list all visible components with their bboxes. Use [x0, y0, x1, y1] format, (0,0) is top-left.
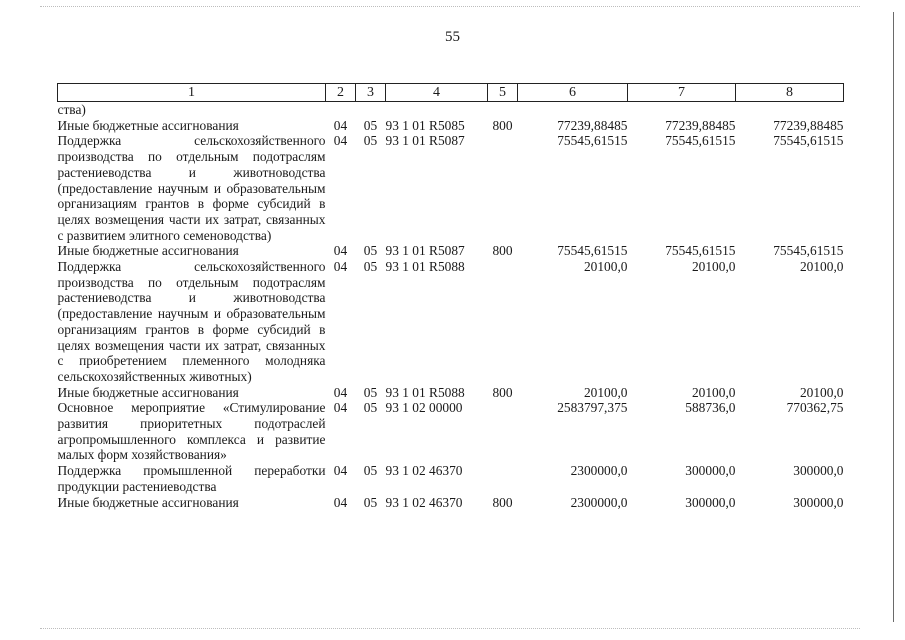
amount-col7: 75545,61515 [665, 243, 736, 259]
scan-border-right [893, 12, 894, 622]
subsection-code: 05 [363, 133, 378, 149]
amount-col7: 20100,0 [691, 384, 736, 400]
row-name: Иные бюджетные ассигнования [57, 243, 239, 259]
amount-col8: 20100,0 [799, 384, 844, 400]
table-row [58, 400, 844, 463]
table-row [58, 259, 844, 385]
subsection-code: 05 [363, 243, 378, 259]
target-article-code [386, 102, 488, 118]
amount-col7: 77239,88485 [665, 117, 736, 133]
expense-type-code [488, 102, 518, 118]
amount-col8: 75545,61515 [773, 243, 844, 259]
row-name: Поддержка промышленной переработки продукции растениеводства [57, 463, 326, 494]
amount-col8: 77239,88485 [773, 117, 844, 133]
section-code: 04 [333, 384, 348, 400]
scan-border-bottom [40, 628, 860, 630]
amount-col8: 300000,0 [793, 463, 844, 479]
expense-type-code [488, 259, 518, 385]
row-name: Основное мероприятие «Стимулирование развития приоритетных подотраслей агропромышленного комплекса и развитие малых форм хозяйствования» [57, 400, 326, 463]
table-header-row [58, 84, 844, 102]
amount-col7: 300000,0 [685, 463, 736, 479]
amount-col6: 75545,61515 [557, 133, 628, 149]
amount-col6: 2583797,375 [557, 400, 628, 416]
amount-col6: 2300000,0 [570, 463, 628, 479]
section-code: 04 [333, 259, 348, 275]
amount-col7 [628, 102, 736, 118]
page-number: 55 [445, 29, 460, 45]
column-header: 7 [628, 84, 736, 102]
amount-col7: 75545,61515 [665, 133, 736, 149]
row-name: Иные бюджетные ассигнования [57, 117, 239, 133]
column-header: 2 [326, 84, 356, 102]
table-row [58, 133, 844, 243]
expense-type-code: 800 [492, 243, 513, 259]
subsection-code: 05 [363, 494, 378, 510]
amount-col8: 75545,61515 [773, 133, 844, 149]
table-row [58, 385, 844, 401]
amount-col7: 20100,0 [691, 259, 736, 275]
target-article-code: 93 1 01 R5087 [385, 133, 465, 149]
amount-col7: 300000,0 [685, 494, 736, 510]
column-header: 4 [386, 84, 488, 102]
expense-type-code [488, 133, 518, 243]
target-article-code: 93 1 02 00000 [385, 400, 463, 416]
expense-type-code: 800 [492, 117, 513, 133]
amount-col8: 300000,0 [793, 494, 844, 510]
subsection-code: 05 [363, 400, 378, 416]
subsection-code [356, 102, 386, 118]
target-article-code: 93 1 01 R5085 [385, 117, 465, 133]
amount-col8: 770362,75 [786, 400, 844, 416]
amount-col6: 77239,88485 [557, 117, 628, 133]
row-name: Иные бюджетные ассигнования [57, 384, 239, 400]
target-article-code: 93 1 02 46370 [385, 463, 463, 479]
amount-col6: 2300000,0 [570, 494, 628, 510]
table-row [58, 102, 844, 118]
table-row [58, 243, 844, 259]
section-code: 04 [333, 400, 348, 416]
table-row [58, 463, 844, 494]
row-name: Поддержка сельскохозяйственного производства по отдельным подотраслям растениеводства и животноводства (предоставление научным и образовательным организациям грантов в форме субсидий в целях возмещения части их затрат, связанных с развитием элитного семеноводства) [57, 133, 326, 243]
amount-col8: 20100,0 [799, 259, 844, 275]
target-article-code: 93 1 01 R5088 [385, 384, 465, 400]
target-article-code: 93 1 01 R5088 [385, 259, 465, 275]
subsection-code: 05 [363, 117, 378, 133]
column-header: 6 [518, 84, 628, 102]
row-name: ства) [57, 102, 86, 117]
subsection-code: 05 [363, 259, 378, 275]
column-header: 1 [58, 84, 326, 102]
section-code: 04 [333, 463, 348, 479]
row-name: Поддержка сельскохозяйственного производства по отдельным подотраслям растениеводства и животноводства (предоставление научным и образовательным организациям грантов в форме субсидий в целях возмещения части их затрат, связанных с приобретением племенного молодняка сельскохозяйственных животных) [57, 259, 326, 384]
expense-type-code [488, 463, 518, 494]
expense-type-code [488, 400, 518, 463]
amount-col8 [736, 102, 844, 118]
scan-border-top [40, 6, 860, 8]
section-code [326, 102, 356, 118]
amount-col6: 75545,61515 [557, 243, 628, 259]
subsection-code: 05 [363, 384, 378, 400]
expense-type-code: 800 [492, 494, 513, 510]
row-name: Иные бюджетные ассигнования [57, 494, 239, 510]
amount-col6 [518, 102, 628, 118]
section-code: 04 [333, 117, 348, 133]
column-header: 8 [736, 84, 844, 102]
section-code: 04 [333, 494, 348, 510]
budget-table [57, 83, 844, 510]
column-header: 5 [488, 84, 518, 102]
amount-col6: 20100,0 [583, 259, 628, 275]
target-article-code: 93 1 01 R5087 [385, 243, 465, 259]
amount-col7: 588736,0 [685, 400, 736, 416]
table-row [58, 118, 844, 134]
table-row [58, 495, 844, 511]
target-article-code: 93 1 02 46370 [385, 494, 463, 510]
section-code: 04 [333, 133, 348, 149]
column-header: 3 [356, 84, 386, 102]
expense-type-code: 800 [492, 384, 513, 400]
subsection-code: 05 [363, 463, 378, 479]
section-code: 04 [333, 243, 348, 259]
amount-col6: 20100,0 [583, 384, 628, 400]
